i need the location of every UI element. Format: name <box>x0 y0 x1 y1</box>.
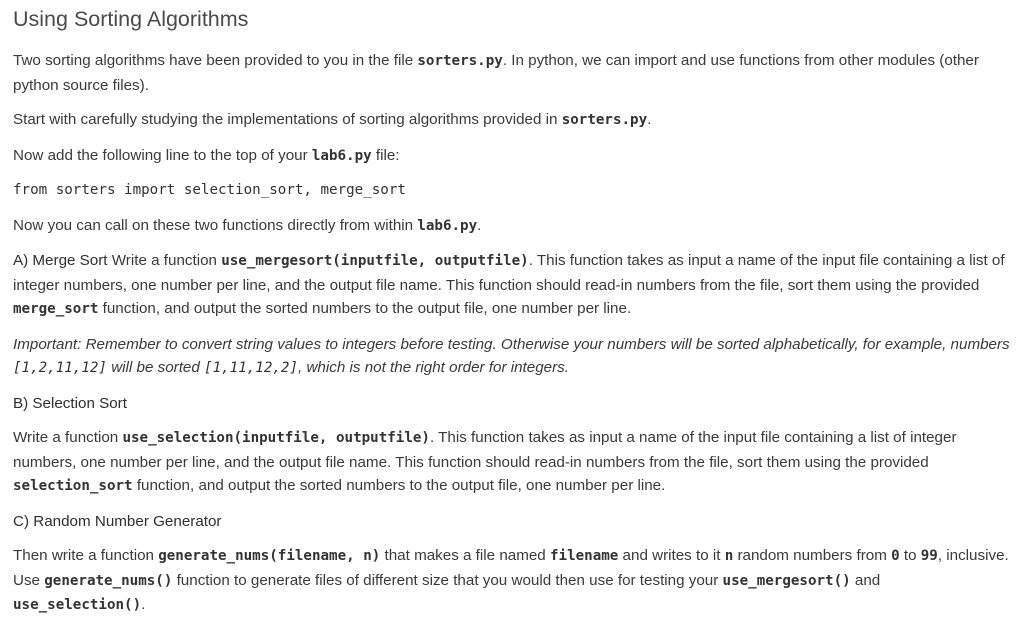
selection-text-2: . This function takes as input a name of the input file containing a list of integer numbers, one number per line, and the output file name. This function should read-in numbers from the file, sort them using the provided <box>13 429 957 471</box>
merge-sort-heading: A) Merge Sort <box>13 252 108 269</box>
random-code-99: 99 <box>920 548 938 564</box>
import-code-line: from sorters import selection_sort, merge_sort <box>13 182 406 198</box>
random-text-7: function to generate files of different size that you would then use for testing your <box>172 571 723 589</box>
intro-text-1: Two sorting algorithms have been provided to you in the file <box>13 52 418 69</box>
merge-code-merge-sort: merge_sort <box>13 301 99 317</box>
important-code-list-2: [1,11,12,2] <box>204 360 299 376</box>
important-note <box>13 333 1011 381</box>
addline-paragraph <box>13 144 1011 169</box>
random-generator-heading: C) Random Number Generator <box>13 512 222 530</box>
study-text-1: Start with carefully studying the implementations of sorting algorithms provided in <box>13 111 562 128</box>
random-code-signature: generate_nums(filename, n) <box>158 548 381 564</box>
random-code-zero: 0 <box>891 548 900 564</box>
random-text-1: Then write a function <box>13 547 159 564</box>
call-text-1: Now you can call on these two functions directly from within <box>13 216 418 234</box>
random-text-4: random numbers from <box>733 547 892 564</box>
intro-paragraph <box>13 49 1011 97</box>
random-text-3: and writes to it <box>618 547 725 564</box>
important-code-list-1: [1,2,11,12] <box>13 360 107 376</box>
selection-sort-paragraph <box>13 426 1011 499</box>
important-text-1: Important: Remember to convert string values to integers before testing. Otherwise your numbers will be sorted alphabetically, for example, numbers <box>13 335 1010 353</box>
selection-text-3: function, and output the sorted numbers to the output file, one number per line. <box>132 477 666 494</box>
random-text-2: that makes a file named <box>380 547 550 564</box>
selection-text-1: Write a function <box>13 429 123 446</box>
random-text-5: to <box>899 547 921 564</box>
intro-text-2: . In python, we can import and use functions from other modules (other python source files). <box>13 52 979 94</box>
random-text-6: , inclusive. Use <box>13 547 1009 589</box>
merge-text-3: function, and output the sorted numbers to the output file, one number per line. <box>98 300 632 317</box>
random-code-generate-nums: generate_nums() <box>44 572 173 589</box>
call-text-2: . <box>477 216 482 234</box>
page-title: Using Sorting Algorithms <box>13 7 249 31</box>
random-code-filename: filename <box>549 548 619 564</box>
merge-text-1: Write a function <box>107 252 222 269</box>
random-text-8: and <box>850 571 881 589</box>
random-code-use-selection: use_selection() <box>13 597 142 613</box>
merge-sort-paragraph <box>13 249 1011 322</box>
study-paragraph <box>13 108 1011 133</box>
important-text-2: will be sorted <box>106 359 205 376</box>
selection-code-signature: use_selection(inputfile, outputfile) <box>122 430 430 446</box>
study-code-sorters: sorters.py <box>561 112 648 128</box>
selection-code-selection-sort: selection_sort <box>13 478 133 494</box>
addline-text-2: file: <box>371 146 400 164</box>
study-text-2: . <box>647 111 652 128</box>
important-text-3: , which is not the right order for integers. <box>298 359 569 376</box>
random-code-n: n <box>724 548 734 564</box>
selection-sort-heading: B) Selection Sort <box>13 394 127 412</box>
random-generator-paragraph <box>13 544 1011 618</box>
addline-text-1: Now add the following line to the top of your <box>13 146 312 164</box>
random-text-9: . <box>141 596 146 613</box>
intro-code-sorters: sorters.py <box>417 53 503 69</box>
merge-text-2: . This function takes as input a name of the input file containing a list of integer numbers, one number per line, and the output file name. This function should read-in numbers from the file, sort them using the provided <box>13 252 1005 294</box>
addline-code-lab6: lab6.py <box>311 147 372 164</box>
merge-code-signature: use_mergesort(inputfile, outputfile) <box>221 253 529 269</box>
call-paragraph <box>13 214 1011 239</box>
random-code-use-mergesort: use_mergesort() <box>722 572 851 589</box>
call-code-lab6: lab6.py <box>417 217 478 234</box>
